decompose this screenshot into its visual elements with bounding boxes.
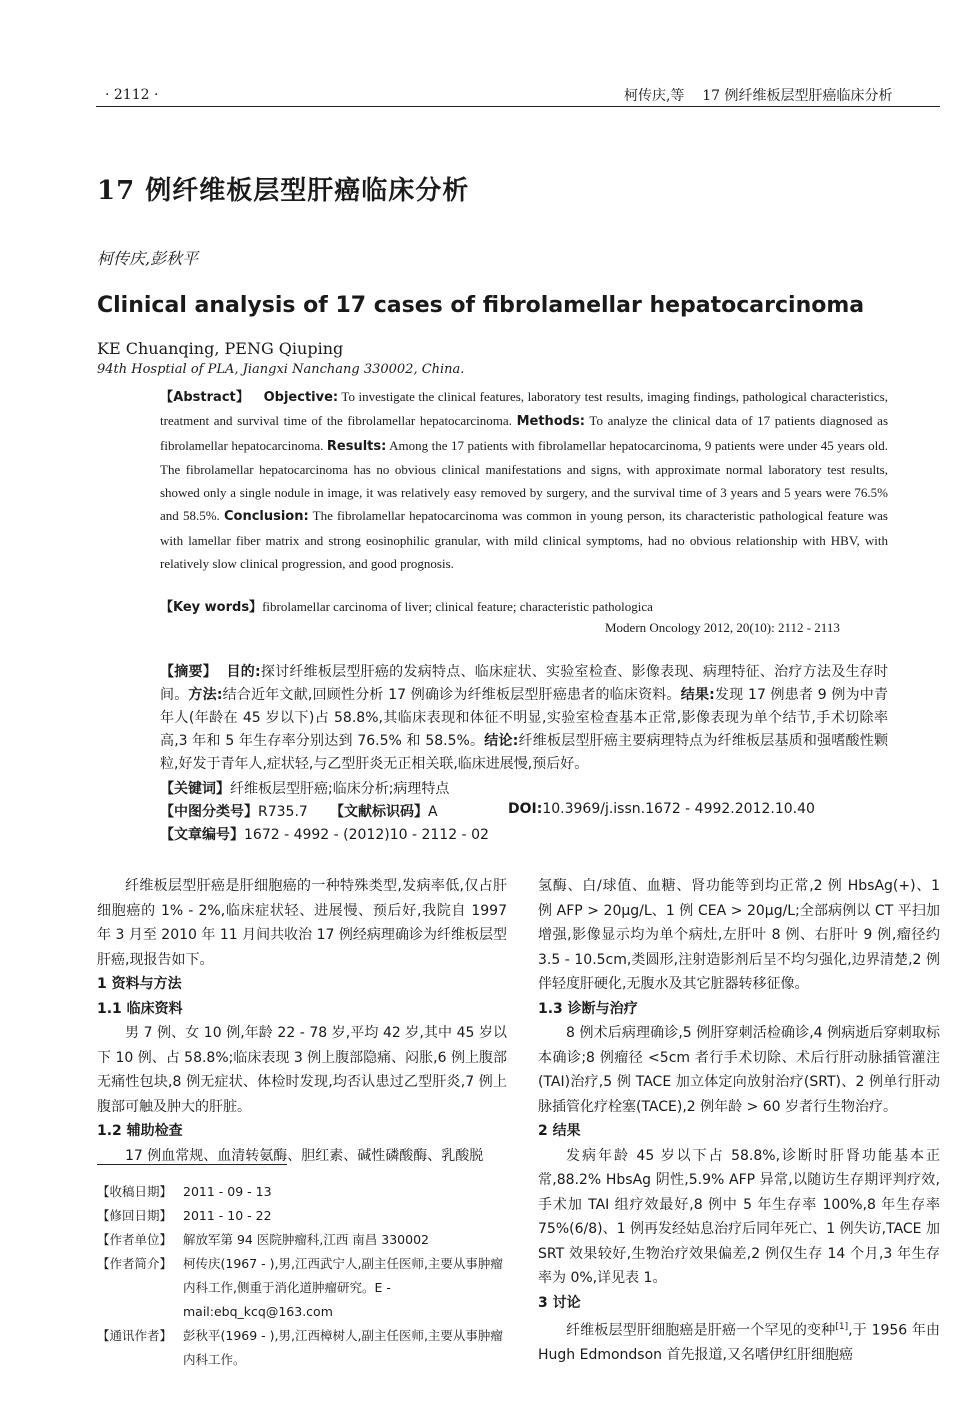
results-cn-label: 结果:: [680, 687, 715, 703]
section-1-2-continued: 氢酶、白/球值、血糖、肾功能等到均正常,2 例 HbsAg(+)、1 例 AFP > 20μg/L、1 例 CEA > 20μg/L;全部病例以 CT 平扫加增强,影像显示均为单个病灶,左肝叶 8 例、右肝叶 9 例,瘤径约 3.5 - 10.5cm,类圆形,注射造影剂后呈不均匀强化,边界清楚,2 例伴轻度肝硬化,无腹水及其它脏器转移征像。: [538, 878, 940, 992]
conclusion-text: The fibrolamellar hepatocarcinoma was common in young person, its characteristic pathological feature was with lamellar fiber matrix and strong eosinophilic granular, with mild clinical symptoms, had no obvious relationship with HBV, with relatively slow clinical progression, and good prognosis.: [160, 508, 888, 572]
document-code: [330, 801, 438, 821]
abstract-en: [160, 385, 888, 575]
results-text: Among the 17 patients with fibrolamellar hepatocarcinoma, 9 patients were under 45 years old. The fibrolamellar hepatocarcinoma has no obvious clinical manifestations and signs, with approximate normal laboratory test results, showed only a single nodule in image, it was relatively easy removed by surgery, and the survival time of 3 years and 5 years were 76.5% and 58.5%.: [160, 437, 888, 524]
objective-cn-text: 探讨纤维板层型肝癌的发病特点、临床症状、实验室检查、影像表现、病理特征、治疗方法及生存时间。: [160, 664, 889, 703]
title-en: Clinical analysis of 17 cases of fibrolamellar hepatocarcinoma: [97, 293, 865, 318]
footnote-corresponding: 【通讯作者】 彭秋平(1969 - ),男,江西樟树人,副主任医师,主要从事肿瘤内科工作。: [97, 1328, 503, 1367]
section-2-heading: 2 结果: [538, 1123, 581, 1139]
affiliation-en: 94th Hosptial of PLA, Jiangxi Nanchang 330002, China.: [97, 362, 465, 377]
section-3-text: 纤维板层型肝细胞癌是肝癌一个罕见的变种: [566, 1322, 836, 1339]
authors-cn: 柯传庆,彭秋平: [97, 249, 199, 268]
section-1-2-heading: 1.2 辅助检查: [97, 1123, 183, 1139]
results-label: Results:: [326, 438, 387, 454]
section-1-3-paragraph: 8 例术后病理确诊,5 例肝穿刺活检确诊,4 例病逝后穿刺取标本确诊;8 例瘤径 <5cm 者行手术切除、术后行肝动脉插管灌注(TAI)治疗,5 例 TACE 加立体定向放射治疗(SRT)、2 例单行肝动脉插管化疗栓塞(TACE),2 例年龄 > 60 岁者行生物治疗。: [538, 1025, 940, 1115]
objective-cn-label: 目的:: [226, 664, 261, 680]
footnote-revised: 【修回日期】 2011 - 10 - 22: [97, 1208, 272, 1223]
conclusion-label: Conclusion:: [223, 509, 309, 525]
abstract-cn-label: 【摘要】: [160, 664, 218, 680]
clc-label: 【中图分类号】: [160, 804, 258, 820]
keywords-en-label: 【Key words】: [160, 600, 263, 615]
conclusion-cn-text: 纤维板层型肝癌主要病理特点为纤维板层基质和强嗜酸性颗粒,好发于青年人,症状轻,与乙型肝炎无正相关联,临床进展慢,预后好。: [160, 733, 888, 772]
keywords-en-text: fibrolamellar carcinoma of liver; clinical feature; characteristic pathologica: [262, 599, 653, 614]
clc-number: [160, 801, 308, 821]
section-1-3-heading: 1.3 诊断与治疗: [538, 1000, 638, 1017]
section-1-heading: 1 资料与方法: [97, 976, 182, 992]
footnote-affiliation: 【作者单位】 解放军第 94 医院肿瘤科,江西 南昌 330002: [97, 1232, 429, 1247]
section-1-2-paragraph: 17 例血常规、血清转氨酶、胆红素、碱性磷酸酶、乳酸脱: [125, 1147, 484, 1164]
article-number: [160, 824, 489, 844]
article-no-text: 1672 - 4992 - (2012)10 - 2112 - 02: [244, 827, 489, 843]
results-cn-text: 发现 17 例患者 9 例为中青年人(年龄在 45 岁以下)占 58.8%,其临床表现和体征不明显,实验室检查基本正常,影像表现为单个结节,手术切除率高,3 年和 5 年生存率分别达到 76.5% 和 58.5%。: [160, 687, 889, 749]
section-3-heading: 3 讨论: [538, 1294, 581, 1311]
methods-cn-label: 方法:: [188, 687, 223, 703]
keywords-en: [160, 596, 653, 615]
intro-paragraph: 纤维板层型肝癌是肝细胞癌的一种特殊类型,发病率低,仅占肝细胞癌的 1% - 2%,临床症状轻、进展慢、预后好,我院自 1997 年 3 月至 2010 年 11 月间共收治 17 例经病理确诊为纤维板层型肝癌,现报告如下。: [97, 878, 507, 968]
objective-text: To investigate the clinical features, laboratory test results, imaging findings, pathological characteristics, treatment and survival time of the fibrolamellar hepatocarcinoma.: [160, 389, 888, 429]
section-3-text-continued: ,于 1956 年由 Hugh Edmondson 首先报道,又名嗜伊红肝细胞癌: [538, 1322, 941, 1364]
doi: [508, 801, 815, 817]
running-title: 柯传庆,等 17 例纤维板层型肝癌临床分析: [624, 88, 893, 104]
abstract-en-label: 【Abstract】: [160, 390, 250, 405]
doi-label: DOI:: [508, 801, 543, 817]
body-left-column: [97, 874, 507, 1168]
objective-label: Objective:: [263, 390, 339, 405]
keywords-cn: [160, 778, 449, 798]
body-right-column: [538, 874, 940, 1368]
methods-text: To analyze the clinical data of 17 patients diagnosed as fibrolamellar hepatocarcinoma.: [160, 413, 888, 453]
doi-text: 10.3969/j.issn.1672 - 4992.2012.10.40: [542, 801, 815, 817]
footnotes: [97, 1180, 507, 1372]
page-number: · 2112 ·: [105, 87, 159, 103]
citation-en: Modern Oncology 2012, 20(10): 2112 - 2113: [605, 620, 840, 635]
section-1-1-heading: 1.1 临床资料: [97, 1000, 183, 1017]
clc-text: R735.7: [258, 804, 308, 820]
abstract-cn: [160, 661, 888, 776]
methods-cn-text: 结合近年文献,回顾性分析 17 例确诊为纤维板层型肝癌患者的临床资料。: [222, 687, 681, 703]
section-3-paragraph: [538, 1315, 940, 1368]
keywords-cn-label: 【关键词】: [160, 781, 230, 797]
reference-marker[interactable]: [1]: [835, 1322, 849, 1332]
section-1-1-paragraph: 男 7 例、女 10 例,年龄 22 - 78 岁,平均 42 岁,其中 45 岁以下 10 例、占 58.8%;临床表现 3 例上腹部隐痛、闷胀,6 例上腹部无痛性包块,8 例无症状、体检时发现,均否认患过乙型肝炎,7 例上腹部可触及肿大的肝脏。: [97, 1025, 507, 1115]
footnote-author-bio: 【作者简介】 柯传庆(1967 - ),男,江西武宁人,副主任医师,主要从事肿瘤内科工作,侧重于消化道肿瘤研究。E - mail:ebq_kcq@163.com: [97, 1256, 503, 1319]
article-no-label: 【文章编号】: [160, 827, 244, 843]
section-2-paragraph: 发病年龄 45 岁以下占 58.8%,诊断时肝肾功能基本正常,88.2% HbsAg 阴性,5.9% AFP 异常,以随访生存期评判疗效,手术加 TAI 组疗效最好,8 例中 5 年生存率 100%,8 年生存率 75%(6/8)、1 例再发经姑息治疗后同年死亡、1 例失访,TACE 加 SRT 效果较好,生物治疗效果偏差,2 例仅生存 14 个月,3 年生存率为 0%,详见表 1。: [538, 1147, 940, 1286]
header-rule: [96, 106, 940, 107]
doc-code-text: A: [428, 804, 438, 820]
title-cn: 17 例纤维板层型肝癌临床分析: [97, 176, 470, 206]
footnote-received: 【收稿日期】 2011 - 09 - 13: [97, 1184, 272, 1199]
doc-code-label: 【文献标识码】: [330, 804, 428, 820]
methods-label: Methods:: [516, 414, 585, 430]
conclusion-cn-label: 结论:: [484, 733, 519, 749]
footnote-rule: [97, 1164, 287, 1165]
authors-en: KE Chuanqing, PENG Qiuping: [97, 339, 344, 358]
keywords-cn-text: 纤维板层型肝癌;临床分析;病理特点: [230, 781, 450, 797]
